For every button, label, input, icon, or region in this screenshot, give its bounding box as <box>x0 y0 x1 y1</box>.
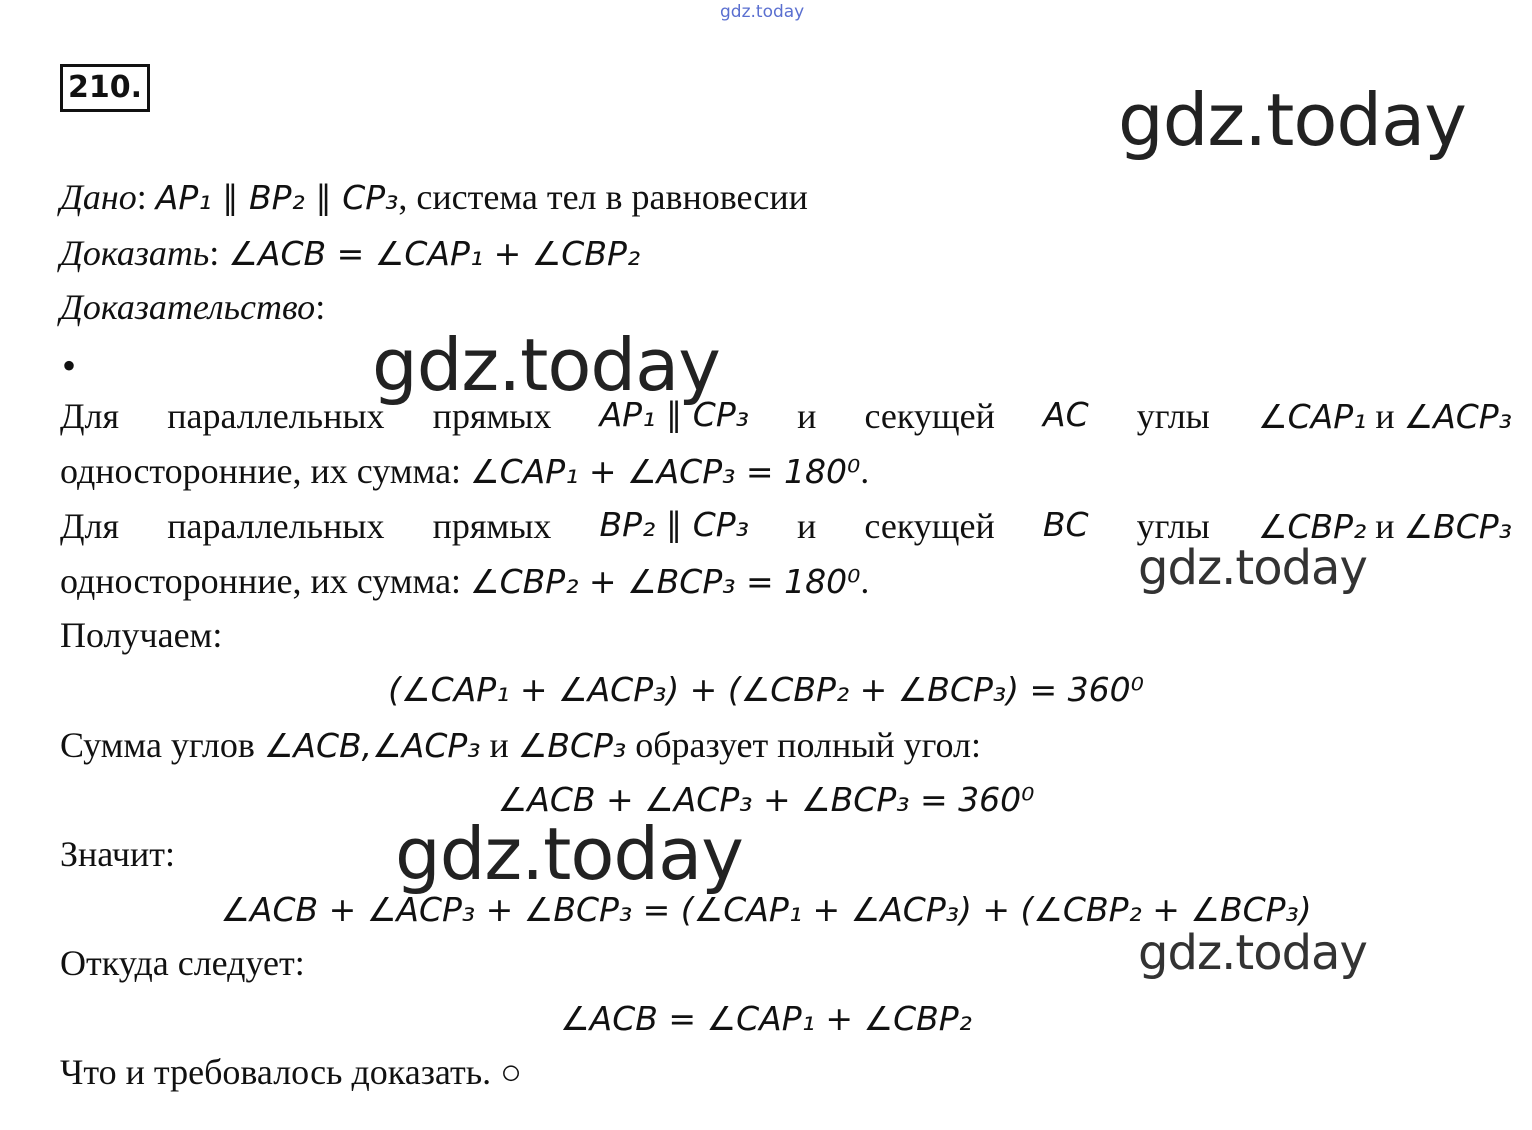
angle-math: ∠ACP₃ <box>1403 397 1512 436</box>
word: Для <box>60 506 120 546</box>
para1-line1 <box>60 395 1512 437</box>
word: и <box>489 725 509 765</box>
given-text: , система тел в равновесии <box>398 177 808 217</box>
given-math: AP₁ ∥ BP₂ ∥ CP₃ <box>155 178 399 217</box>
problem-number: 210. <box>60 64 150 112</box>
word: Для <box>60 396 120 436</box>
equation-4 <box>0 997 1532 1039</box>
sum-math: ∠CBP₂ + ∠BCP₃ = 180⁰ <box>470 562 861 601</box>
angle-math: ∠BCP₃ <box>517 726 627 765</box>
equation-1 <box>0 668 1532 710</box>
angle-math: ∠BCP₃ <box>1403 507 1512 546</box>
equation-math: ∠ACB + ∠ACP₃ + ∠BCP₃ = 360⁰ <box>497 780 1035 819</box>
parallel-math: AP₁ ∥ CP₃ <box>599 395 749 434</box>
word: прямых <box>432 506 552 546</box>
para2-line1 <box>60 505 1512 547</box>
result-label: Получаем: <box>60 615 223 655</box>
given-line: Дано: AP₁ ∥ BP₂ ∥ CP₃, система тел в равновесии <box>60 177 808 217</box>
watermark: gdz.today <box>1138 540 1367 596</box>
sum-text: образует полный угол: <box>626 725 982 765</box>
prove-line: Доказать: ∠ACB = ∠CAP₁ + ∠CBP₂ <box>60 233 641 273</box>
para2-line2: односторонние, их сумма: ∠CBP₂ + ∠BCP₃ = 180⁰. <box>60 561 870 601</box>
prove-math: ∠ACB = ∠CAP₁ + ∠CBP₂ <box>228 234 641 273</box>
watermark: gdz.today <box>1138 925 1367 981</box>
one-sided-text: односторонние, их сумма: <box>60 561 471 601</box>
watermark: gdz.today <box>1118 78 1466 162</box>
angle-math: ∠CAP₁ <box>1258 397 1367 436</box>
equation-math: ∠ACB + ∠ACP₃ + ∠BCP₃ = (∠CAP₁ + ∠ACP₃) + (∠CBP₂ + ∠BCP₃) <box>220 890 1312 929</box>
word: и <box>797 506 817 546</box>
word: секущей <box>864 396 995 436</box>
watermark: gdz.today <box>372 323 720 407</box>
word: и <box>1375 506 1395 546</box>
secant-math: AC <box>1043 395 1089 434</box>
angle-math: ∠CBP₂ <box>1257 507 1367 546</box>
sum-math: ∠CAP₁ + ∠ACP₃ = 180⁰ <box>470 452 861 491</box>
proof-line: Доказательство: <box>60 287 326 327</box>
follows-label: Откуда следует: <box>60 943 305 983</box>
watermark-small: gdz.today <box>720 2 805 22</box>
word: углы <box>1136 396 1210 436</box>
sum-line <box>60 724 981 766</box>
word: прямых <box>432 396 552 436</box>
word: углы <box>1136 506 1210 546</box>
watermark: gdz.today <box>395 812 743 896</box>
word: и <box>1375 396 1395 436</box>
qed-line: Что и требовалось доказать. ○ <box>60 1052 522 1092</box>
word: и <box>797 396 817 436</box>
equation-math: (∠CAP₁ + ∠ACP₃) + (∠CBP₂ + ∠BCP₃) = 360⁰ <box>388 670 1144 709</box>
secant-math: BC <box>1042 505 1089 544</box>
word: параллельных <box>167 396 385 436</box>
equation-3 <box>0 888 1532 930</box>
sum-text: Сумма углов <box>60 725 264 765</box>
one-sided-text: односторонние, их сумма: <box>60 451 471 491</box>
bullet: • <box>62 343 77 388</box>
word: параллельных <box>167 506 385 546</box>
proof-label: Доказательство <box>60 287 316 327</box>
given-label: Дано <box>60 177 137 217</box>
angle-math: ∠ACB,∠ACP₃ <box>263 726 481 765</box>
parallel-math: BP₂ ∥ CP₃ <box>599 505 749 544</box>
para1-line2: односторонние, их сумма: ∠CAP₁ + ∠ACP₃ = 180⁰. <box>60 451 870 491</box>
therefore-label: Значит: <box>60 834 175 874</box>
equation-2 <box>0 778 1532 820</box>
prove-label: Доказать <box>60 233 210 273</box>
equation-math: ∠ACB = ∠CAP₁ + ∠CBP₂ <box>560 999 972 1038</box>
word: секущей <box>864 506 995 546</box>
